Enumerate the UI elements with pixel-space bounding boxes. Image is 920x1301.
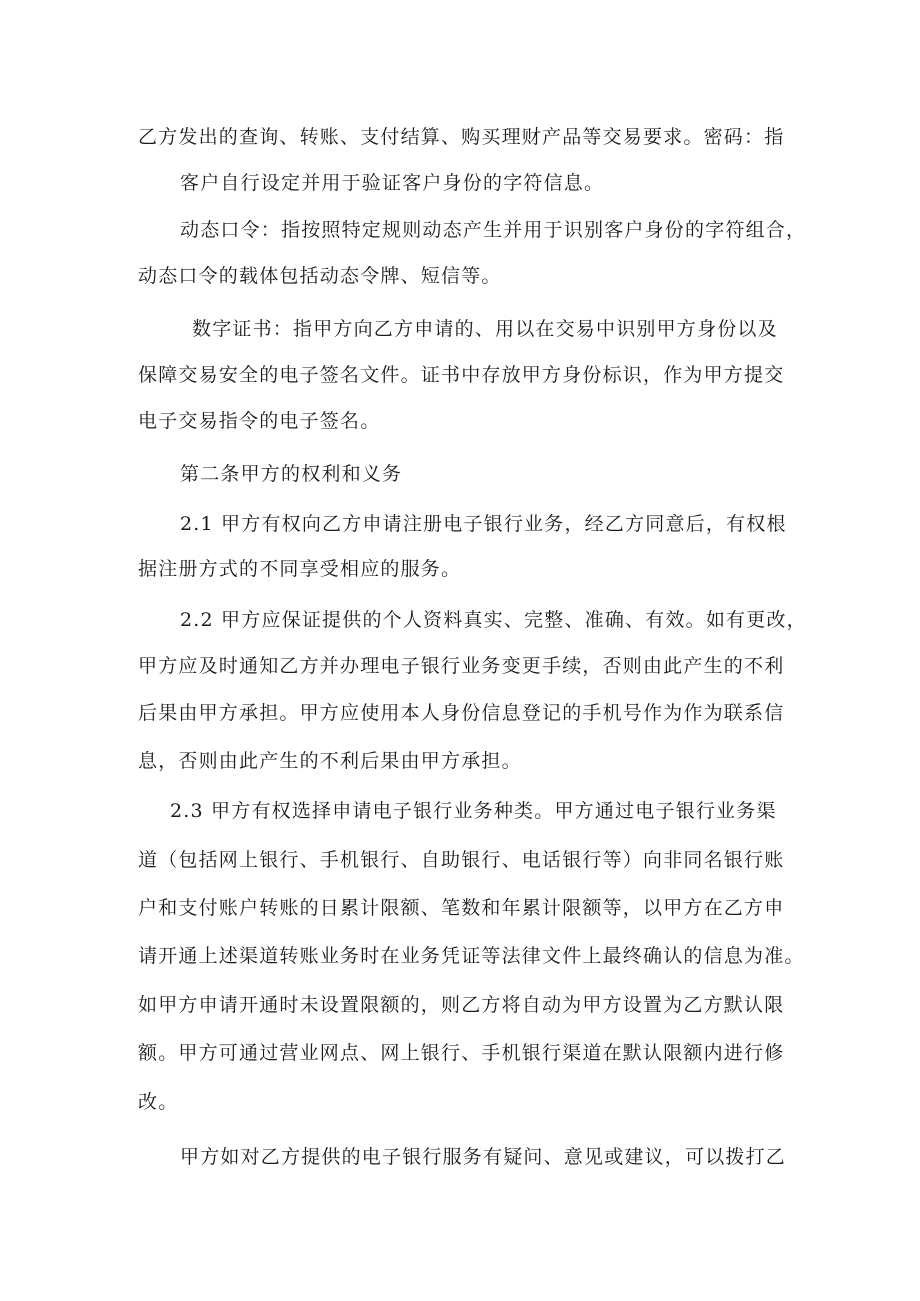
paragraph-2-3-line-2: 道（包括网上银行、手机银行、自助银行、电话银行等）向非同名银行账 [138,849,785,871]
paragraph-digital-certificate-line-3: 电子交易指令的电子签名。 [138,410,381,432]
paragraph-inquiry-line-1: 甲方如对乙方提供的电子银行服务有疑问、意见或建议，可以拨打乙 [180,1146,787,1168]
paragraph-2-1-line-2: 据注册方式的不同享受相应的服务。 [138,558,462,580]
paragraph-2-3-line-1: 2.3 甲方有权选择申请电子银行业务种类。甲方通过电子银行业务渠 [170,800,777,822]
paragraph-2-2-line-2: 甲方应及时通知乙方并办理电子银行业务变更手续，否则由此产生的不利 [138,655,785,677]
paragraph-dynamic-code-line-2: 动态口令的载体包括动态令牌、短信等。 [138,265,502,287]
paragraph-dynamic-code-line-1: 动态口令：指按照特定规则动态产生并用于识别客户身份的字符组合， [180,219,807,241]
paragraph-2-3-line-3: 户和支付账户转账的日累计限额、笔数和年累计限额等，以甲方在乙方申 [138,897,785,919]
article-two-heading: 第二条甲方的权利和义务 [180,463,403,485]
paragraph-2-2-line-4: 息，否则由此产生的不利后果由甲方承担。 [138,750,522,772]
paragraph-password-line-1: 乙方发出的查询、转账、支付结算、购买理财产品等交易要求。密码：指 [138,126,785,148]
paragraph-2-3-line-4: 请开通上述渠道转账业务时在业务凭证等法律文件上最终确认的信息为准。 [138,945,805,967]
paragraph-digital-certificate-line-1: 数字证书：指甲方向乙方申请的、用以在交易中识别甲方身份以及 [192,318,778,340]
paragraph-password-line-2: 客户自行设定并用于验证客户身份的字符信息。 [180,172,605,194]
paragraph-2-2-line-1: 2.2 甲方应保证提供的个人资料真实、完整、准确、有效。如有更改， [180,609,807,631]
paragraph-2-1-line-1: 2.1 甲方有权向乙方申请注册电子银行业务，经乙方同意后，有权根 [180,513,787,535]
paragraph-2-2-line-3: 后果由甲方承担。甲方应使用本人身份信息登记的手机号作为作为联系信 [138,702,785,724]
paragraph-digital-certificate-line-2: 保障交易安全的电子签名文件。证书中存放甲方身份标识，作为甲方提交 [138,364,785,386]
paragraph-2-3-line-5: 如甲方申请开通时未设置限额的，则乙方将自动为甲方设置为乙方默认限 [138,994,785,1016]
paragraph-2-3-line-6: 额。甲方可通过营业网点、网上银行、手机银行渠道在默认限额内进行修 [138,1042,785,1064]
paragraph-2-3-line-7: 改。 [138,1091,179,1113]
